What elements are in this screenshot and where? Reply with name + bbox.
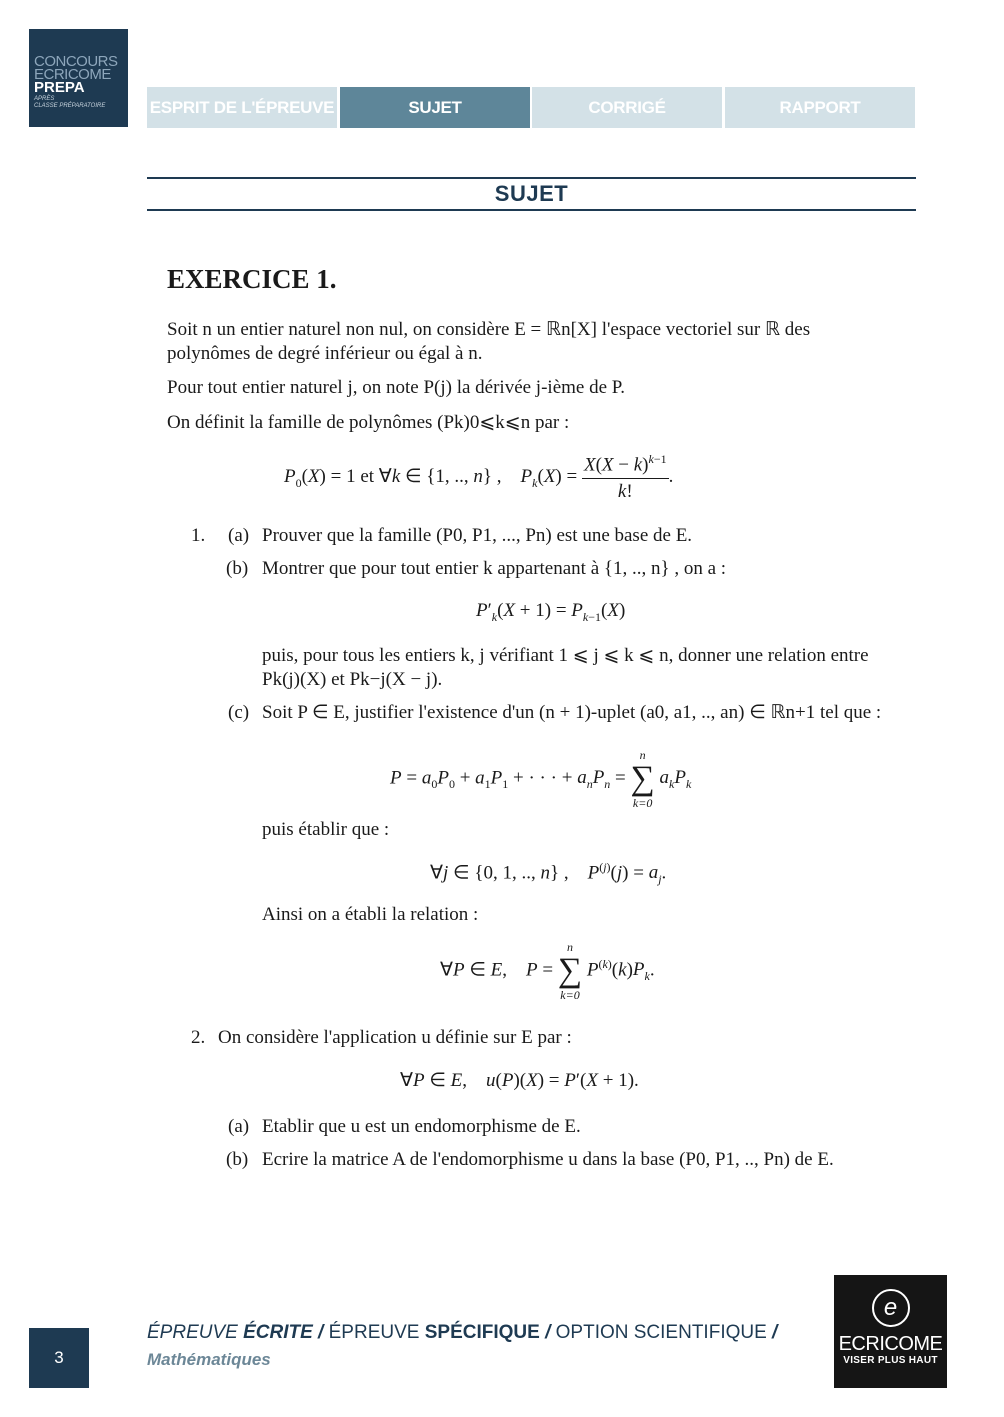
page-number: 3: [29, 1328, 89, 1388]
question-1a-label: (a): [228, 525, 250, 546]
equation-derivative-shift: $P'_k(X + 1) = P_{k-1}(X)$: [476, 600, 626, 624]
question-2-intro: On considère l'application u définie sur E par :: [218, 1027, 572, 1048]
question-2a-label: (a): [228, 1116, 250, 1137]
logo-line-prepa: PREPA: [34, 79, 85, 96]
ecricome-brand-logo: [834, 1275, 947, 1388]
question-1b-label: (b): [226, 558, 249, 579]
question-1c-text: Soit P ∈ E, justifier l'existence d'un (n + 1)-uplet (a0, a1, .., an) ∈ ℝn+1 tel que :: [262, 702, 882, 723]
footer-sep3: /: [766, 1322, 778, 1343]
question-1c-text-3: Ainsi on a établi la relation :: [262, 904, 479, 925]
equation-taylor: ∀P ∈ E, P = n ∑ k=0 $P^{(k)}(k)P_k$.: [440, 940, 655, 1002]
footer-sep1: /: [312, 1322, 329, 1343]
intro-paragraph-2: Pour tout entier naturel j, on note P(j) la dérivée j-ième de P.: [167, 377, 625, 398]
footer-exam-type: [147, 1322, 777, 1344]
question-1c-text-2: puis établir que :: [262, 819, 390, 840]
tab-rapport[interactable]: RAPPORT: [725, 87, 915, 128]
question-2b-text: Ecrire la matrice A de l'endomorphisme u dans la base (P0, P1, .., Pn) de E.: [262, 1149, 834, 1170]
section-rule-bottom: [147, 209, 916, 211]
footer-subject: Mathématiques: [147, 1350, 271, 1369]
sum-symbol-1: n ∑ k=0: [630, 748, 655, 810]
equation-coefficients: ∀j ∈ {0, 1, .., n} , $P^{(j)}(j) = a_j$.: [430, 860, 667, 887]
question-1-number: 1.: [191, 525, 206, 546]
question-1c-label: (c): [228, 702, 250, 723]
footer-part2-bold: SPÉCIFIQUE: [424, 1322, 540, 1343]
equation-decomposition: $P = a_0P_0 + a_1P_1$ + · · · + $a_nP_n$ = n ∑ k=0 $a_kP_k$: [390, 748, 692, 810]
concours-logo: [29, 29, 128, 127]
footer-part3: OPTION SCIENTIFIQUE: [555, 1322, 767, 1343]
brand-name: ECRICOME: [838, 1333, 943, 1355]
tab-sujet[interactable]: SUJET: [340, 87, 530, 128]
brand-tagline: VISER PLUS HAUT: [843, 1355, 938, 1366]
brand-letter: e: [883, 1294, 898, 1321]
question-1b-text: Montrer que pour tout entier k appartenant à {1, .., n} , on a :: [262, 558, 727, 579]
tab-corrige[interactable]: CORRIGÉ: [532, 87, 722, 128]
tab-esprit-epreuve[interactable]: ESPRIT DE L'ÉPREUVE: [147, 87, 337, 128]
question-2a-text: Etablir que u est un endomorphisme de E.: [262, 1116, 581, 1137]
footer-sep2: /: [539, 1322, 556, 1343]
fraction-pk: $\frac{X(X - k)^{k-1}}{k!}$: [583, 452, 667, 503]
footer-part1: ÉPREUVE: [147, 1322, 244, 1343]
equation-endomorphism: ∀P ∈ E, u(P)(X) = P′(X + 1).: [400, 1070, 639, 1091]
logo-line-concours: CONCOURS: [34, 53, 118, 70]
question-1a-text: Prouver que la famille (P0, P1, ..., Pn) est une base de E.: [262, 525, 693, 546]
question-2b-label: (b): [226, 1149, 249, 1170]
footer-part1-bold: ÉCRITE: [243, 1322, 313, 1343]
section-title: SUJET: [494, 181, 569, 206]
section-rule-top: [147, 177, 916, 179]
logo-line-apres: APRÈS: [34, 96, 55, 102]
equation-definition: $P_0(X) = 1$ et ∀k ∈ {1, .., n} , $P_k(X)$ = $\frac{X(X - k)^{k-1}}{k!}$ .: [284, 452, 674, 503]
ecricome-e-icon: [872, 1289, 910, 1327]
question-1b-text-2: puis, pour tous les entiers k, j vérifiant 1 ⩽ j ⩽ k ⩽ n, donner une relation entre Pk(j)(X) et Pk−j(X − j).: [262, 645, 869, 690]
intro-paragraph-1: Soit n un entier naturel non nul, on considère E = ℝn[X] l'espace vectoriel sur ℝ des polynômes de degré inférieur ou égal à n.: [167, 319, 811, 364]
footer-part2: ÉPREUVE: [328, 1322, 425, 1343]
exercise-title: EXERCICE 1.: [167, 264, 337, 294]
logo-line-classe: CLASSE PRÉPARATOIRE: [34, 103, 106, 109]
question-2-number: 2.: [191, 1027, 206, 1048]
intro-paragraph-3: On définit la famille de polynômes (Pk)0⩽k⩽n par :: [167, 412, 570, 433]
sum-symbol-2: n ∑ k=0: [557, 940, 583, 1002]
logo-line-ecricome: ECRICOME: [34, 66, 111, 83]
